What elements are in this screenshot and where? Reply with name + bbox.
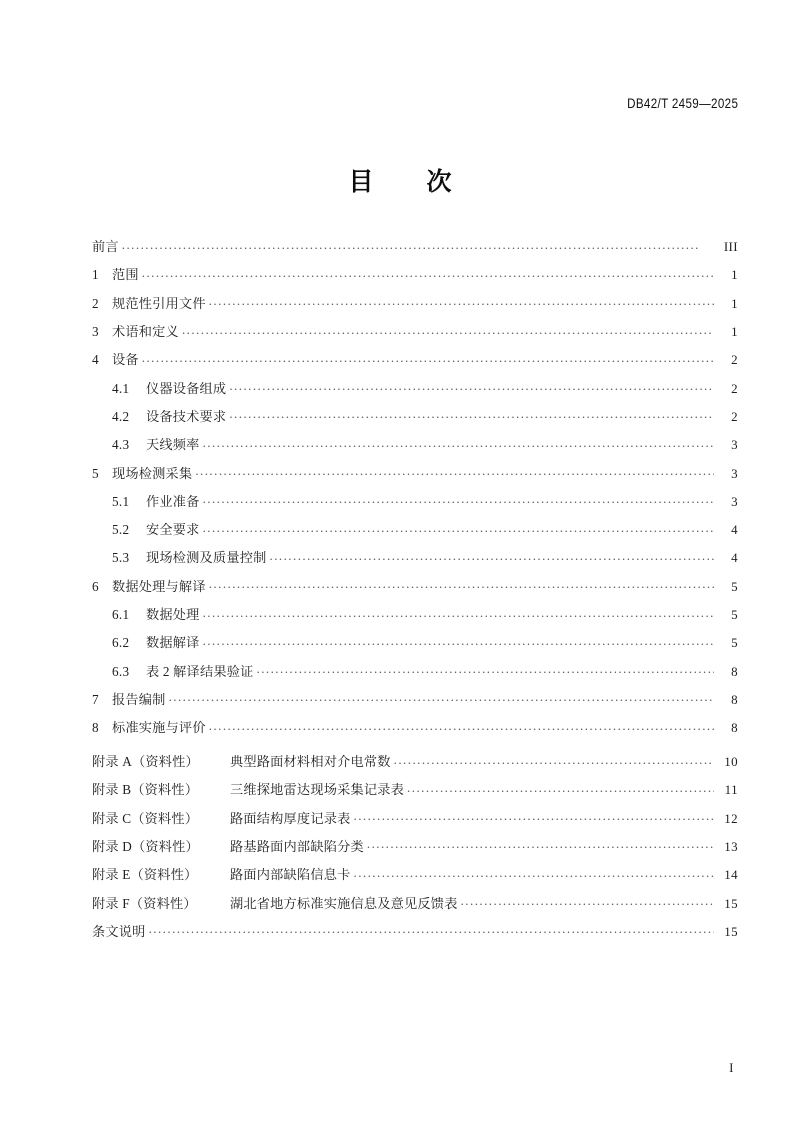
toc-dot-leader — [209, 719, 714, 732]
toc-dot-leader — [394, 753, 714, 766]
toc-entry-label: 天线频率 — [146, 437, 200, 453]
toc-entry-number: 4.3 — [112, 437, 130, 453]
toc-entry-number: 4.2 — [112, 408, 130, 424]
toc-entry[interactable] — [92, 521, 738, 549]
toc-dot-leader — [142, 351, 714, 364]
toc-entry[interactable] — [92, 464, 738, 492]
toc-entry-page-number: 2 — [731, 352, 738, 368]
page-folio: I — [729, 1060, 734, 1075]
toc-entry-page-number: 8 — [731, 691, 738, 707]
toc-entry-label: 数据处理与解译 — [112, 578, 206, 594]
toc-entry-label: 附录 C（资料性） — [92, 810, 199, 826]
toc-entry-label: 附录 F（资料性） — [92, 895, 197, 911]
toc-dot-leader — [229, 379, 714, 392]
toc-entry[interactable] — [92, 662, 738, 690]
toc-entry-page-number: 3 — [731, 437, 738, 453]
toc-entry-label: 仪器设备组成 — [146, 380, 227, 396]
toc-entry-page-number: 4 — [731, 550, 738, 566]
standard-number-header: DB42/T 2459—2025 — [626, 96, 738, 111]
toc-entry-label: 附录 E（资料性） — [92, 867, 198, 883]
toc-entry[interactable] — [92, 606, 738, 634]
toc-entry-label: 条文说明 — [92, 923, 146, 939]
toc-entry-label: 现场检测及质量控制 — [146, 550, 267, 566]
toc-entry-number: 6 — [92, 578, 99, 594]
toc-entry-page-number: 1 — [731, 295, 738, 311]
toc-entry[interactable] — [92, 691, 738, 719]
toc-entry[interactable] — [92, 894, 738, 922]
toc-entry[interactable] — [92, 923, 738, 951]
toc-entry-label: 前言 — [92, 239, 119, 255]
toc-dot-leader — [182, 323, 714, 336]
toc-entry-title: 三维探地雷达现场采集记录表 — [230, 782, 405, 798]
toc-dot-leader — [203, 606, 714, 619]
toc-entry-label: 安全要求 — [146, 522, 200, 538]
toc-entry-label: 附录 B（资料性） — [92, 782, 199, 798]
toc-entry-number: 2 — [92, 295, 99, 311]
toc-entry-page-number: 10 — [724, 754, 738, 770]
toc-entry-page-number: 4 — [731, 522, 738, 538]
toc-entry-label: 附录 A（资料性） — [92, 754, 199, 770]
toc-entry-page-number: 5 — [731, 578, 738, 594]
toc-entry[interactable] — [92, 753, 738, 781]
toc-dot-leader — [367, 838, 714, 851]
toc-entry-number: 5.3 — [112, 550, 130, 566]
toc-dot-leader — [257, 662, 715, 675]
toc-entry[interactable] — [92, 578, 738, 606]
toc-entry-page-number: 2 — [731, 408, 738, 424]
toc-entry-label: 数据处理 — [146, 607, 200, 623]
toc-dot-leader — [203, 634, 714, 647]
toc-entry[interactable] — [92, 549, 738, 577]
toc-entry-number: 5 — [92, 465, 99, 481]
toc-dot-leader — [142, 266, 714, 279]
toc-entry-label: 范围 — [112, 267, 139, 283]
toc-entry[interactable] — [92, 809, 738, 837]
toc-entry-number: 5.2 — [112, 522, 130, 538]
toc-entry[interactable] — [92, 493, 738, 521]
toc-entry[interactable] — [92, 408, 738, 436]
toc-entry-label: 作业准备 — [146, 493, 200, 509]
toc-entry-page-number: 5 — [731, 607, 738, 623]
toc-entry-number: 1 — [92, 267, 99, 283]
toc-entry-label: 附录 D（资料性） — [92, 838, 199, 854]
toc-entry[interactable] — [92, 436, 738, 464]
toc-entry-title: 典型路面材料相对介电常数 — [230, 754, 391, 770]
toc-entry-label: 规范性引用文件 — [112, 295, 206, 311]
toc-entry-page-number: 8 — [731, 663, 738, 679]
toc-entry[interactable] — [92, 266, 738, 294]
toc-entry-page-number: 15 — [724, 895, 738, 911]
toc-entry-label: 现场检测采集 — [112, 465, 193, 481]
toc-entry[interactable] — [92, 351, 738, 379]
toc-entry[interactable] — [92, 719, 738, 747]
toc-dot-leader — [461, 894, 714, 907]
toc-entry-page-number: 2 — [731, 380, 738, 396]
toc-entry[interactable] — [92, 634, 738, 662]
toc-entry-number: 4 — [92, 352, 99, 368]
toc-entry-title: 路面结构厚度记录表 — [230, 810, 351, 826]
toc-entry-number: 4.1 — [112, 380, 130, 396]
toc-dot-leader — [203, 521, 714, 534]
toc-entry[interactable] — [92, 238, 738, 266]
toc-entry-number: 6.2 — [112, 635, 130, 651]
page-title: 目 次 — [348, 169, 466, 196]
toc-entry-page-number: 1 — [731, 267, 738, 283]
toc-entry-number: 3 — [92, 324, 99, 340]
toc-entry-title: 路基路面内部缺陷分类 — [230, 838, 364, 854]
toc-entry-page-number: 14 — [724, 867, 738, 883]
toc-entry-page-number: 3 — [731, 493, 738, 509]
toc-entry-title: 路面内部缺陷信息卡 — [230, 867, 351, 883]
toc-dot-leader — [195, 464, 714, 477]
toc-entry-page-number: 5 — [731, 635, 738, 651]
toc-entry-number: 7 — [92, 691, 99, 707]
toc-entry[interactable] — [92, 781, 738, 809]
toc-entry-label: 标准实施与评价 — [112, 720, 206, 736]
toc-dot-leader — [209, 295, 714, 308]
toc-entry-page-number: 3 — [731, 465, 738, 481]
toc-entry-number: 8 — [92, 720, 99, 736]
toc-dot-leader — [149, 923, 714, 936]
toc-entry-page-number: 1 — [731, 324, 738, 340]
toc-entry[interactable] — [92, 838, 738, 866]
toc-entry-number: 5.1 — [112, 493, 130, 509]
toc-entry[interactable] — [92, 323, 738, 351]
toc-entry[interactable] — [92, 379, 738, 407]
toc-entry[interactable] — [92, 295, 738, 323]
toc-entry-label: 报告编制 — [112, 691, 166, 707]
toc-entry-page-number: 13 — [724, 838, 738, 854]
toc-entry-number: 6.1 — [112, 607, 130, 623]
toc-dot-leader — [407, 781, 714, 794]
toc-dot-leader — [209, 578, 714, 591]
toc-entry-page-number: 12 — [724, 810, 738, 826]
toc-dot-leader — [229, 408, 714, 421]
toc-entry-label: 数据解译 — [146, 635, 200, 651]
toc-dot-leader — [203, 436, 714, 449]
toc-dot-leader — [203, 493, 714, 506]
toc-dot-leader — [169, 691, 714, 704]
toc-entry-page-number: 8 — [731, 720, 738, 736]
toc-entry-page-number: 15 — [724, 923, 738, 939]
toc-dot-leader — [122, 238, 714, 251]
toc-dot-leader — [354, 866, 715, 879]
toc-entry-page-number: III — [723, 239, 738, 255]
toc-entry-title: 湖北省地方标准实施信息及意见反馈表 — [230, 895, 458, 911]
toc-dot-leader — [354, 809, 715, 822]
toc-entry-number: 6.3 — [112, 663, 130, 679]
toc-entry-label: 表 2 解译结果验证 — [146, 663, 254, 679]
toc-entry-page-number: 11 — [724, 782, 738, 798]
toc-entry[interactable] — [92, 866, 738, 894]
toc-entry-label: 设备 — [112, 352, 139, 368]
table-of-contents — [92, 238, 738, 951]
toc-entry-label: 设备技术要求 — [146, 408, 227, 424]
toc-entry-label: 术语和定义 — [112, 324, 179, 340]
toc-dot-leader — [270, 549, 715, 562]
